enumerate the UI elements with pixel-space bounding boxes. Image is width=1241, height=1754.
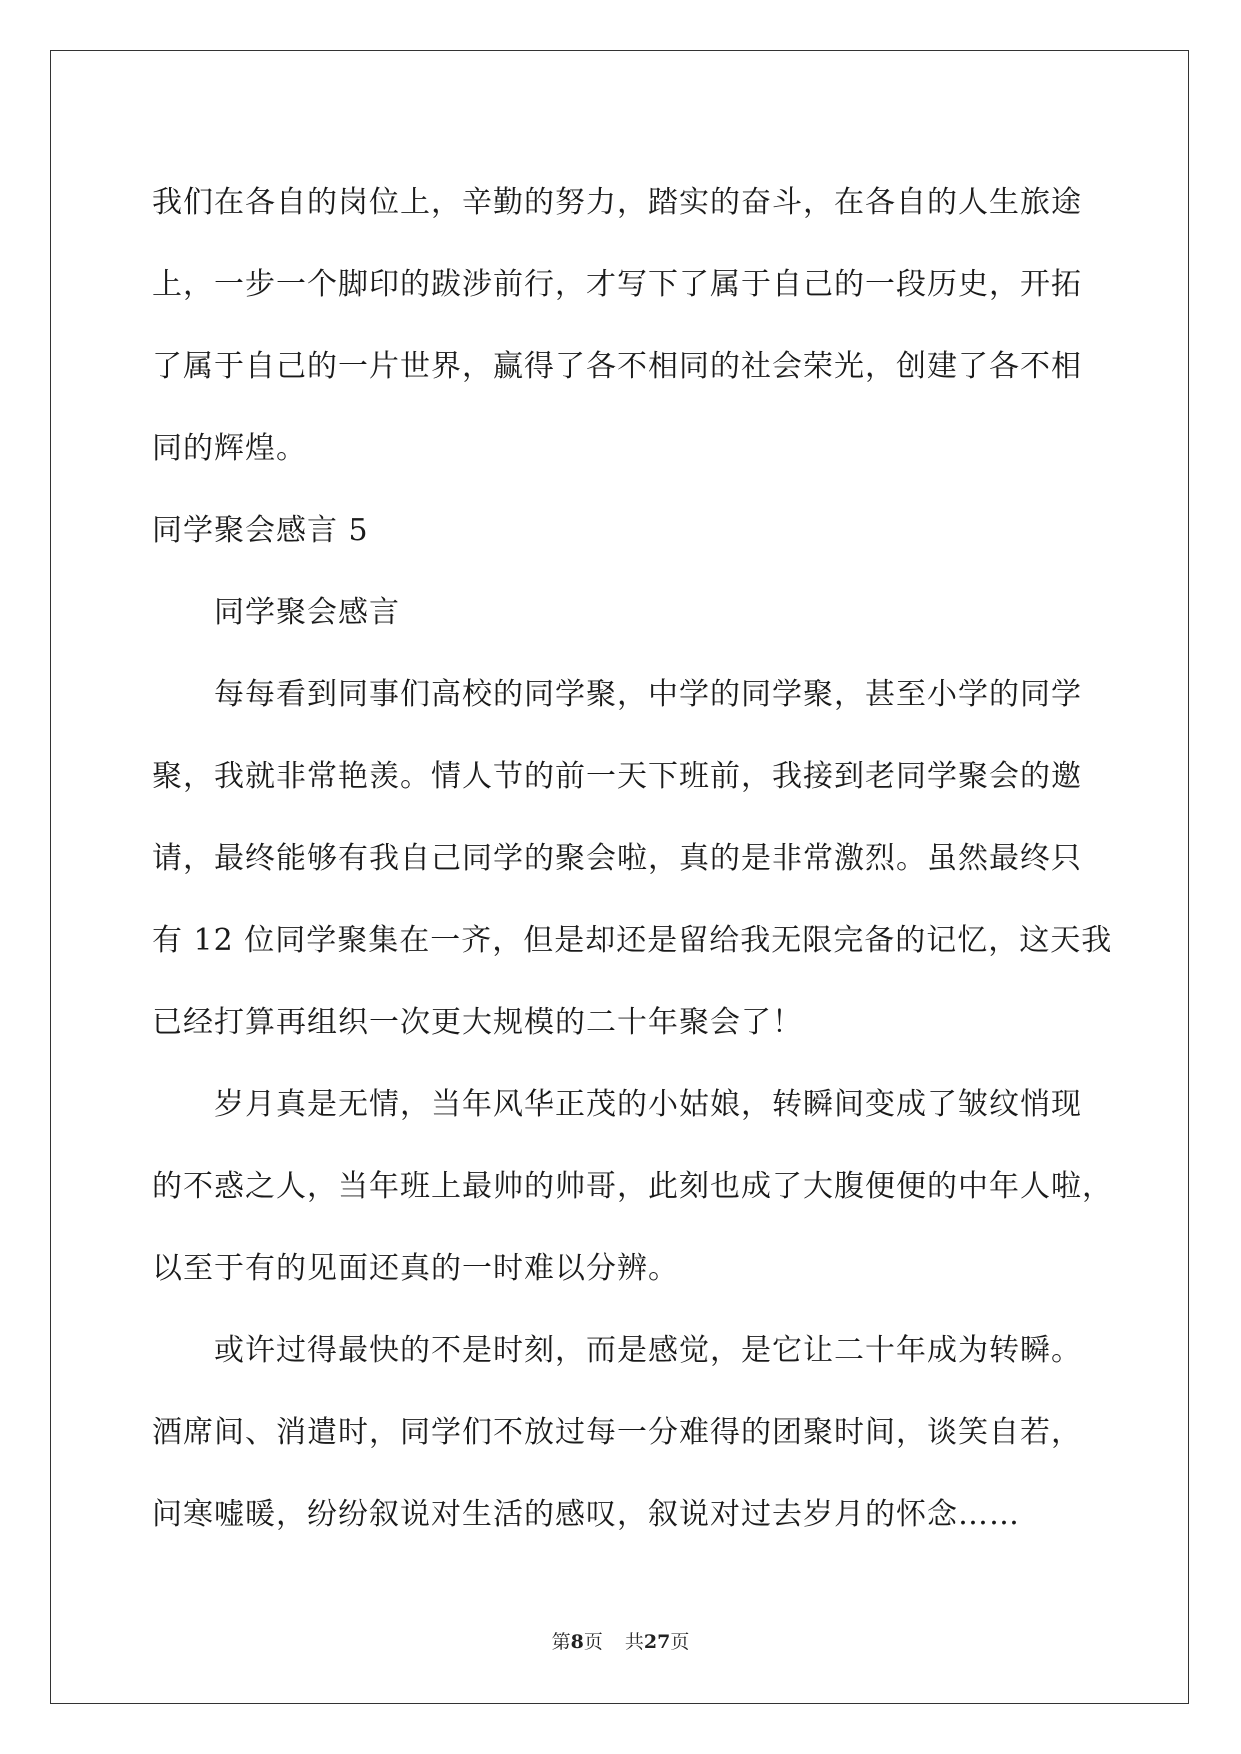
text-line: 我们在各自的岗位上，辛勤的努力，踏实的奋斗，在各自的人生旅途 xyxy=(152,185,1082,220)
total-prefix: 共 xyxy=(624,1631,644,1653)
text-line: 的不惑之人，当年班上最帅的帅哥，此刻也成了大腹便便的中年人啦， xyxy=(152,1169,1113,1204)
text-line: 酒席间、消遣时，同学们不放过每一分难得的团聚时间，谈笑自若， xyxy=(152,1415,1082,1450)
page-prefix: 第 xyxy=(551,1631,571,1653)
text-line: 同的辉煌。 xyxy=(152,431,307,466)
text-line: 聚，我就非常艳羡。情人节的前一天下班前，我接到老同学聚会的邀 xyxy=(152,759,1082,794)
page-number: 8 xyxy=(570,1631,584,1653)
text-line: 已经打算再组织一次更大规模的二十年聚会了！ xyxy=(152,1005,803,1040)
page-suffix: 页 xyxy=(583,1631,603,1653)
text-line: 或许过得最快的不是时刻，而是感觉，是它让二十年成为转瞬。 xyxy=(214,1333,1082,1368)
text-line: 了属于自己的一片世界，赢得了各不相同的社会荣光，创建了各不相 xyxy=(152,349,1082,384)
text-line: 请，最终能够有我自己同学的聚会啦，真的是非常激烈。虽然最终只 xyxy=(152,841,1082,876)
text-line: 岁月真是无情，当年风华正茂的小姑娘，转瞬间变成了皱纹悄现 xyxy=(214,1087,1082,1122)
document-body xyxy=(152,162,1113,1556)
text-line: 每每看到同事们高校的同学聚，中学的同学聚，甚至小学的同学 xyxy=(214,677,1082,712)
text-line: 问寒嘘暖，纷纷叙说对生活的感叹，叙说对过去岁月的怀念…… xyxy=(152,1497,1020,1532)
section-heading: 同学聚会感言 5 xyxy=(152,513,369,548)
essay-title: 同学聚会感言 xyxy=(214,595,400,630)
total-pages: 27 xyxy=(643,1631,671,1653)
text-line: 有 12 位同学聚集在一齐，但是却还是留给我无限完备的记忆，这天我 xyxy=(152,923,1113,958)
text-line: 上，一步一个脚印的跋涉前行，才写下了属于自己的一段历史，开拓 xyxy=(152,267,1082,302)
text-line: 以至于有的见面还真的一时难以分辨。 xyxy=(152,1251,679,1286)
total-suffix: 页 xyxy=(670,1631,690,1653)
page-footer xyxy=(0,1630,1241,1654)
